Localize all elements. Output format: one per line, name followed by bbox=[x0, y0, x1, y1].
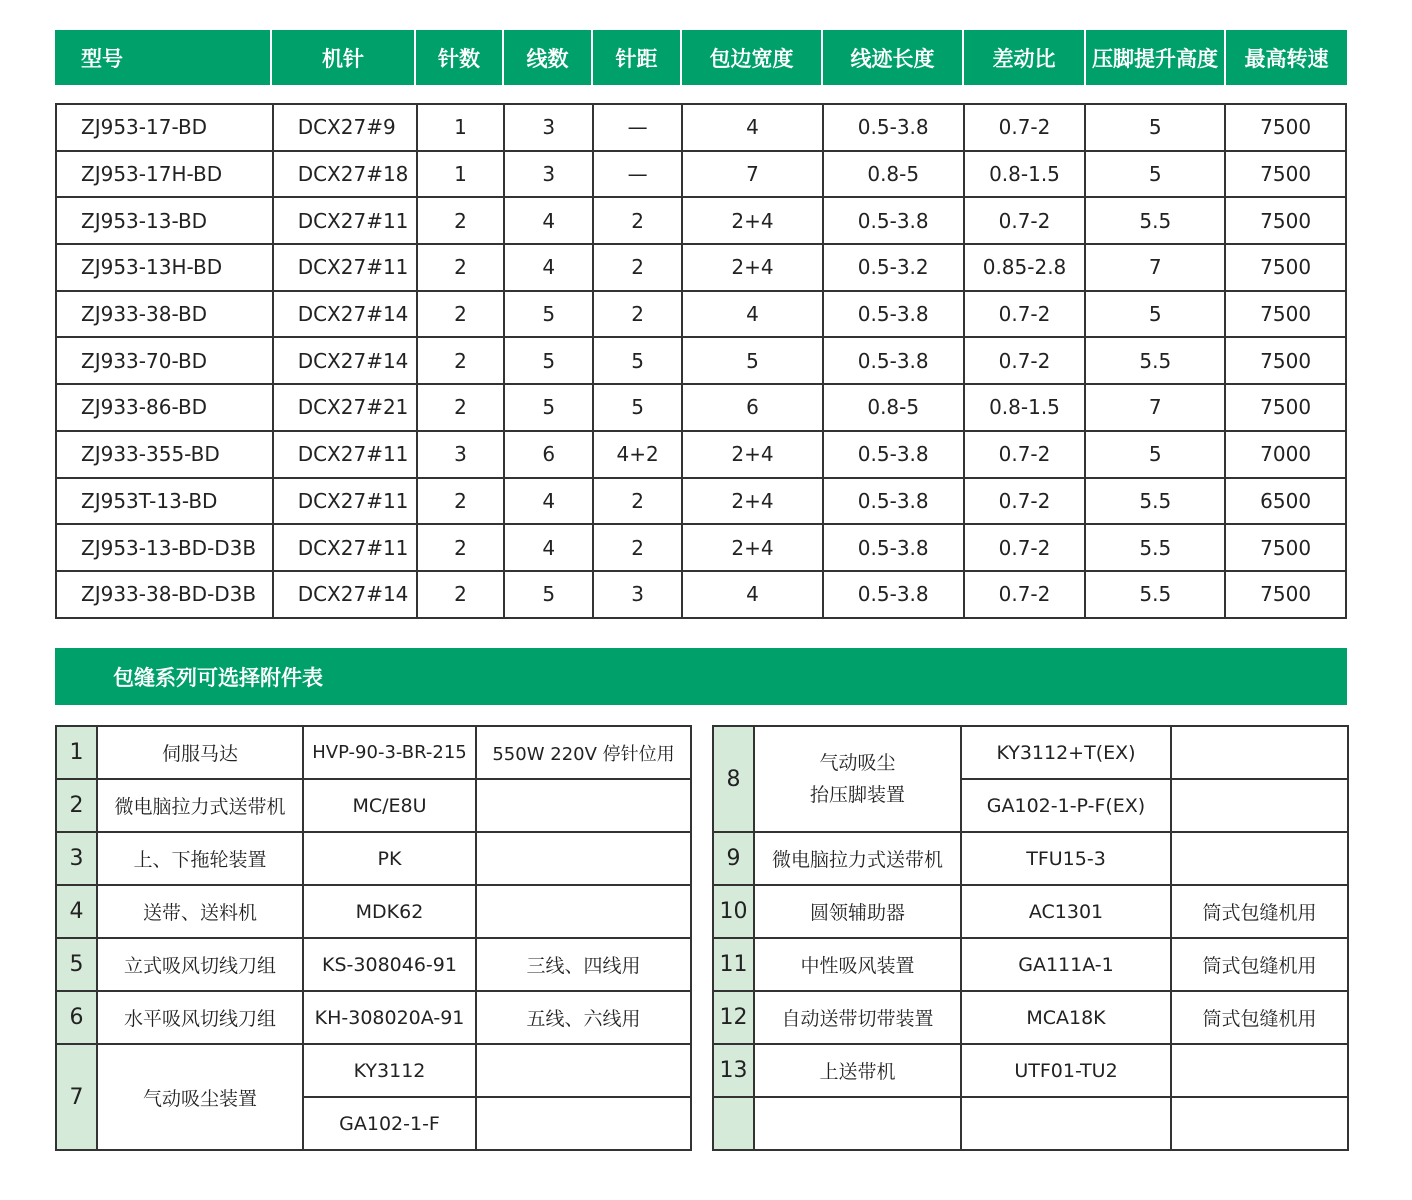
header-presser-foot-lift: 压脚提升高度 bbox=[1086, 30, 1226, 85]
accessories-title: 包缝系列可选择附件表 bbox=[55, 648, 1347, 705]
item-model: KY3112 bbox=[303, 1044, 476, 1097]
cell-presser-foot-lift: 5.5 bbox=[1086, 572, 1226, 619]
cell-needle-gauge: 5 bbox=[594, 385, 683, 432]
cell-thread-count: 3 bbox=[505, 105, 594, 152]
cell-model: ZJ933-355-BD bbox=[57, 432, 274, 479]
cell-stitch-length: 0.5-3.8 bbox=[824, 432, 965, 479]
table-row bbox=[57, 572, 1347, 619]
cell-presser-foot-lift: 5 bbox=[1086, 432, 1226, 479]
cell-thread-count: 5 bbox=[505, 338, 594, 385]
item-number: 1 bbox=[56, 726, 97, 779]
cell-max-speed: 7500 bbox=[1226, 525, 1347, 572]
cell-presser-foot-lift: 5.5 bbox=[1086, 479, 1226, 526]
table-row bbox=[713, 885, 1348, 938]
item-number: 3 bbox=[56, 832, 97, 885]
item-model: PK bbox=[303, 832, 476, 885]
cell-needle-count: 1 bbox=[418, 105, 506, 152]
table-row bbox=[713, 991, 1348, 1044]
item-name: 送带、送料机 bbox=[97, 885, 303, 938]
cell-max-speed: 6500 bbox=[1226, 479, 1347, 526]
item-number: 2 bbox=[56, 779, 97, 832]
cell-needle: DCX27#9 bbox=[274, 105, 418, 152]
cell-thread-count: 3 bbox=[505, 152, 594, 199]
header-max-speed: 最高转速 bbox=[1244, 46, 1329, 71]
item-note: 筒式包缝机用 bbox=[1171, 885, 1348, 938]
header-overedge-width: 包边宽度 bbox=[682, 30, 823, 85]
cell-differential-ratio: 0.7-2 bbox=[965, 338, 1087, 385]
cell-thread-count: 4 bbox=[505, 479, 594, 526]
cell-thread-count: 4 bbox=[505, 198, 594, 245]
item-model: UTF01-TU2 bbox=[961, 1044, 1171, 1097]
cell-model: ZJ933-86-BD bbox=[57, 385, 274, 432]
cell-needle-gauge: 2 bbox=[594, 525, 683, 572]
item-note bbox=[476, 885, 691, 938]
cell-needle-gauge: — bbox=[594, 152, 683, 199]
table-row bbox=[57, 432, 1347, 479]
cell-needle-gauge: 3 bbox=[594, 572, 683, 619]
table-row bbox=[56, 779, 691, 832]
cell-stitch-length: 0.5-3.8 bbox=[824, 198, 965, 245]
item-model: MCA18K bbox=[961, 991, 1171, 1044]
item-model: TFU15-3 bbox=[961, 832, 1171, 885]
cell-model: ZJ933-38-BD-D3B bbox=[57, 572, 274, 619]
table-row bbox=[713, 1044, 1348, 1097]
item-note bbox=[1171, 1097, 1348, 1150]
cell-thread-count: 5 bbox=[505, 385, 594, 432]
item-note bbox=[1171, 1044, 1348, 1097]
cell-stitch-length: 0.8-5 bbox=[824, 385, 965, 432]
item-note: 五线、六线用 bbox=[476, 991, 691, 1044]
header-stitch-length: 线迹长度 bbox=[823, 30, 964, 85]
item-name: 上、下拖轮装置 bbox=[97, 832, 303, 885]
table-row bbox=[57, 338, 1347, 385]
item-model: KS-308046-91 bbox=[303, 938, 476, 991]
item-note bbox=[476, 1044, 691, 1097]
item-number: 13 bbox=[713, 1044, 754, 1097]
cell-overedge-width: 5 bbox=[683, 338, 824, 385]
cell-differential-ratio: 0.7-2 bbox=[965, 525, 1087, 572]
item-name: 水平吸风切线刀组 bbox=[97, 991, 303, 1044]
cell-stitch-length: 0.5-3.8 bbox=[824, 525, 965, 572]
table-row bbox=[57, 385, 1347, 432]
item-model: HVP-90-3-BR-215 bbox=[303, 726, 476, 779]
cell-model: ZJ953-13-BD-D3B bbox=[57, 525, 274, 572]
cell-presser-foot-lift: 5 bbox=[1086, 105, 1226, 152]
cell-needle-gauge: — bbox=[594, 105, 683, 152]
cell-needle-count: 2 bbox=[418, 245, 506, 292]
item-name bbox=[754, 1097, 961, 1150]
cell-overedge-width: 4 bbox=[683, 292, 824, 339]
table-row bbox=[56, 1044, 691, 1097]
cell-needle-count: 2 bbox=[418, 198, 506, 245]
cell-needle-count: 3 bbox=[418, 432, 506, 479]
table-row bbox=[713, 832, 1348, 885]
cell-stitch-length: 0.5-3.8 bbox=[824, 572, 965, 619]
cell-overedge-width: 2+4 bbox=[683, 525, 824, 572]
item-note bbox=[1171, 779, 1348, 832]
cell-needle-gauge: 4+2 bbox=[594, 432, 683, 479]
item-note bbox=[476, 1097, 691, 1150]
cell-needle: DCX27#21 bbox=[274, 385, 418, 432]
item-model: GA102-1-F bbox=[303, 1097, 476, 1150]
table-row bbox=[57, 152, 1347, 199]
cell-thread-count: 4 bbox=[505, 245, 594, 292]
cell-overedge-width: 2+4 bbox=[683, 245, 824, 292]
table-row bbox=[56, 726, 691, 779]
item-model: KY3112+T(EX) bbox=[961, 726, 1171, 779]
cell-model: ZJ953-17-BD bbox=[57, 105, 274, 152]
item-number: 7 bbox=[56, 1044, 97, 1150]
header-needle-count: 针数 bbox=[416, 30, 504, 85]
item-name: 伺服马达 bbox=[97, 726, 303, 779]
cell-presser-foot-lift: 5 bbox=[1086, 292, 1226, 339]
item-number: 5 bbox=[56, 938, 97, 991]
table-row bbox=[57, 105, 1347, 152]
table-row bbox=[713, 726, 1348, 779]
item-model: MC/E8U bbox=[303, 779, 476, 832]
cell-differential-ratio: 0.8-1.5 bbox=[965, 385, 1087, 432]
item-name: 上送带机 bbox=[754, 1044, 961, 1097]
cell-overedge-width: 7 bbox=[683, 152, 824, 199]
cell-thread-count: 5 bbox=[505, 572, 594, 619]
cell-max-speed: 7500 bbox=[1226, 292, 1347, 339]
table-row bbox=[57, 479, 1347, 526]
cell-differential-ratio: 0.7-2 bbox=[965, 479, 1087, 526]
cell-stitch-length: 0.5-3.8 bbox=[824, 105, 965, 152]
item-note bbox=[1171, 726, 1348, 779]
table-row bbox=[57, 525, 1347, 572]
cell-thread-count: 4 bbox=[505, 525, 594, 572]
item-model: KH-308020A-91 bbox=[303, 991, 476, 1044]
item-name: 立式吸风切线刀组 bbox=[97, 938, 303, 991]
cell-needle: DCX27#14 bbox=[274, 292, 418, 339]
item-note: 筒式包缝机用 bbox=[1171, 938, 1348, 991]
cell-thread-count: 6 bbox=[505, 432, 594, 479]
cell-needle-count: 2 bbox=[418, 572, 506, 619]
item-name-line: 气动吸尘 bbox=[819, 752, 896, 774]
header-differential-ratio: 差动比 bbox=[964, 30, 1086, 85]
cell-max-speed: 7500 bbox=[1226, 572, 1347, 619]
table-row bbox=[56, 991, 691, 1044]
cell-model: ZJ953T-13-BD bbox=[57, 479, 274, 526]
cell-needle: DCX27#11 bbox=[274, 198, 418, 245]
item-model: MDK62 bbox=[303, 885, 476, 938]
cell-presser-foot-lift: 7 bbox=[1086, 385, 1226, 432]
cell-stitch-length: 0.5-3.8 bbox=[824, 292, 965, 339]
item-number: 4 bbox=[56, 885, 97, 938]
cell-presser-foot-lift: 5.5 bbox=[1086, 338, 1226, 385]
cell-overedge-width: 4 bbox=[683, 105, 824, 152]
cell-overedge-width: 2+4 bbox=[683, 198, 824, 245]
item-name: 自动送带切带装置 bbox=[754, 991, 961, 1044]
item-number: 6 bbox=[56, 991, 97, 1044]
cell-overedge-width: 4 bbox=[683, 572, 824, 619]
cell-model: ZJ953-17H-BD bbox=[57, 152, 274, 199]
item-note: 筒式包缝机用 bbox=[1171, 991, 1348, 1044]
item-number: 11 bbox=[713, 938, 754, 991]
cell-max-speed: 7000 bbox=[1226, 432, 1347, 479]
cell-max-speed: 7500 bbox=[1226, 245, 1347, 292]
cell-needle: DCX27#11 bbox=[274, 245, 418, 292]
cell-presser-foot-lift: 5 bbox=[1086, 152, 1226, 199]
cell-differential-ratio: 0.85-2.8 bbox=[965, 245, 1087, 292]
cell-needle-count: 2 bbox=[418, 338, 506, 385]
cell-needle-count: 2 bbox=[418, 479, 506, 526]
item-name bbox=[754, 726, 961, 832]
accessories-table-right bbox=[712, 725, 1349, 1151]
cell-stitch-length: 0.5-3.8 bbox=[824, 338, 965, 385]
accessories-table-left bbox=[55, 725, 692, 1151]
table-row bbox=[713, 1097, 1348, 1150]
item-note bbox=[1171, 832, 1348, 885]
cell-presser-foot-lift: 5.5 bbox=[1086, 198, 1226, 245]
cell-needle: DCX27#18 bbox=[274, 152, 418, 199]
item-model: AC1301 bbox=[961, 885, 1171, 938]
item-name: 中性吸风装置 bbox=[754, 938, 961, 991]
cell-needle: DCX27#14 bbox=[274, 572, 418, 619]
item-name: 气动吸尘装置 bbox=[97, 1044, 303, 1150]
cell-needle-count: 2 bbox=[418, 385, 506, 432]
item-name-line: 抬压脚装置 bbox=[809, 784, 905, 806]
cell-needle-count: 2 bbox=[418, 525, 506, 572]
cell-differential-ratio: 0.7-2 bbox=[965, 198, 1087, 245]
table-row bbox=[57, 245, 1347, 292]
cell-thread-count: 5 bbox=[505, 292, 594, 339]
cell-model: ZJ933-70-BD bbox=[57, 338, 274, 385]
cell-needle-gauge: 5 bbox=[594, 338, 683, 385]
item-note: 550W 220V 停针位用 bbox=[476, 726, 691, 779]
cell-differential-ratio: 0.7-2 bbox=[965, 572, 1087, 619]
table-row bbox=[56, 938, 691, 991]
spec-table-body bbox=[55, 103, 1347, 619]
item-model: GA111A-1 bbox=[961, 938, 1171, 991]
cell-overedge-width: 2+4 bbox=[683, 479, 824, 526]
cell-stitch-length: 0.8-5 bbox=[824, 152, 965, 199]
cell-needle: DCX27#11 bbox=[274, 432, 418, 479]
cell-needle: DCX27#11 bbox=[274, 479, 418, 526]
cell-overedge-width: 2+4 bbox=[683, 432, 824, 479]
cell-model: ZJ933-38-BD bbox=[57, 292, 274, 339]
cell-max-speed: 7500 bbox=[1226, 198, 1347, 245]
cell-max-speed: 7500 bbox=[1226, 152, 1347, 199]
item-model bbox=[961, 1097, 1171, 1150]
cell-max-speed: 7500 bbox=[1226, 338, 1347, 385]
cell-presser-foot-lift: 7 bbox=[1086, 245, 1226, 292]
cell-needle-gauge: 2 bbox=[594, 292, 683, 339]
cell-differential-ratio: 0.8-1.5 bbox=[965, 152, 1087, 199]
item-number: 9 bbox=[713, 832, 754, 885]
table-row bbox=[57, 198, 1347, 245]
header-needle: 机针 bbox=[272, 30, 416, 85]
cell-needle-count: 2 bbox=[418, 292, 506, 339]
header-model: 型号 bbox=[55, 30, 272, 85]
cell-model: ZJ953-13-BD bbox=[57, 198, 274, 245]
item-note: 三线、四线用 bbox=[476, 938, 691, 991]
item-number bbox=[713, 1097, 754, 1150]
cell-needle-gauge: 2 bbox=[594, 245, 683, 292]
item-note bbox=[476, 779, 691, 832]
table-row bbox=[713, 938, 1348, 991]
item-number: 10 bbox=[713, 885, 754, 938]
cell-needle-count: 1 bbox=[418, 152, 506, 199]
table-row bbox=[57, 292, 1347, 339]
header-needle-gauge: 针距 bbox=[593, 30, 682, 85]
table-row bbox=[56, 832, 691, 885]
cell-stitch-length: 0.5-3.8 bbox=[824, 479, 965, 526]
cell-stitch-length: 0.5-3.2 bbox=[824, 245, 965, 292]
cell-needle: DCX27#14 bbox=[274, 338, 418, 385]
header-thread-count: 线数 bbox=[504, 30, 593, 85]
item-model: GA102-1-P-F(EX) bbox=[961, 779, 1171, 832]
cell-needle-gauge: 2 bbox=[594, 479, 683, 526]
cell-presser-foot-lift: 5.5 bbox=[1086, 525, 1226, 572]
cell-model: ZJ953-13H-BD bbox=[57, 245, 274, 292]
cell-max-speed: 7500 bbox=[1226, 105, 1347, 152]
item-name: 微电脑拉力式送带机 bbox=[97, 779, 303, 832]
cell-differential-ratio: 0.7-2 bbox=[965, 105, 1087, 152]
cell-needle-gauge: 2 bbox=[594, 198, 683, 245]
table-row bbox=[56, 885, 691, 938]
item-number: 8 bbox=[713, 726, 754, 832]
cell-differential-ratio: 0.7-2 bbox=[965, 292, 1087, 339]
spec-table-header bbox=[55, 30, 1347, 85]
cell-differential-ratio: 0.7-2 bbox=[965, 432, 1087, 479]
item-number: 12 bbox=[713, 991, 754, 1044]
cell-needle: DCX27#11 bbox=[274, 525, 418, 572]
item-name: 圆领辅助器 bbox=[754, 885, 961, 938]
cell-overedge-width: 6 bbox=[683, 385, 824, 432]
item-note bbox=[476, 832, 691, 885]
cell-max-speed: 7500 bbox=[1226, 385, 1347, 432]
item-name: 微电脑拉力式送带机 bbox=[754, 832, 961, 885]
